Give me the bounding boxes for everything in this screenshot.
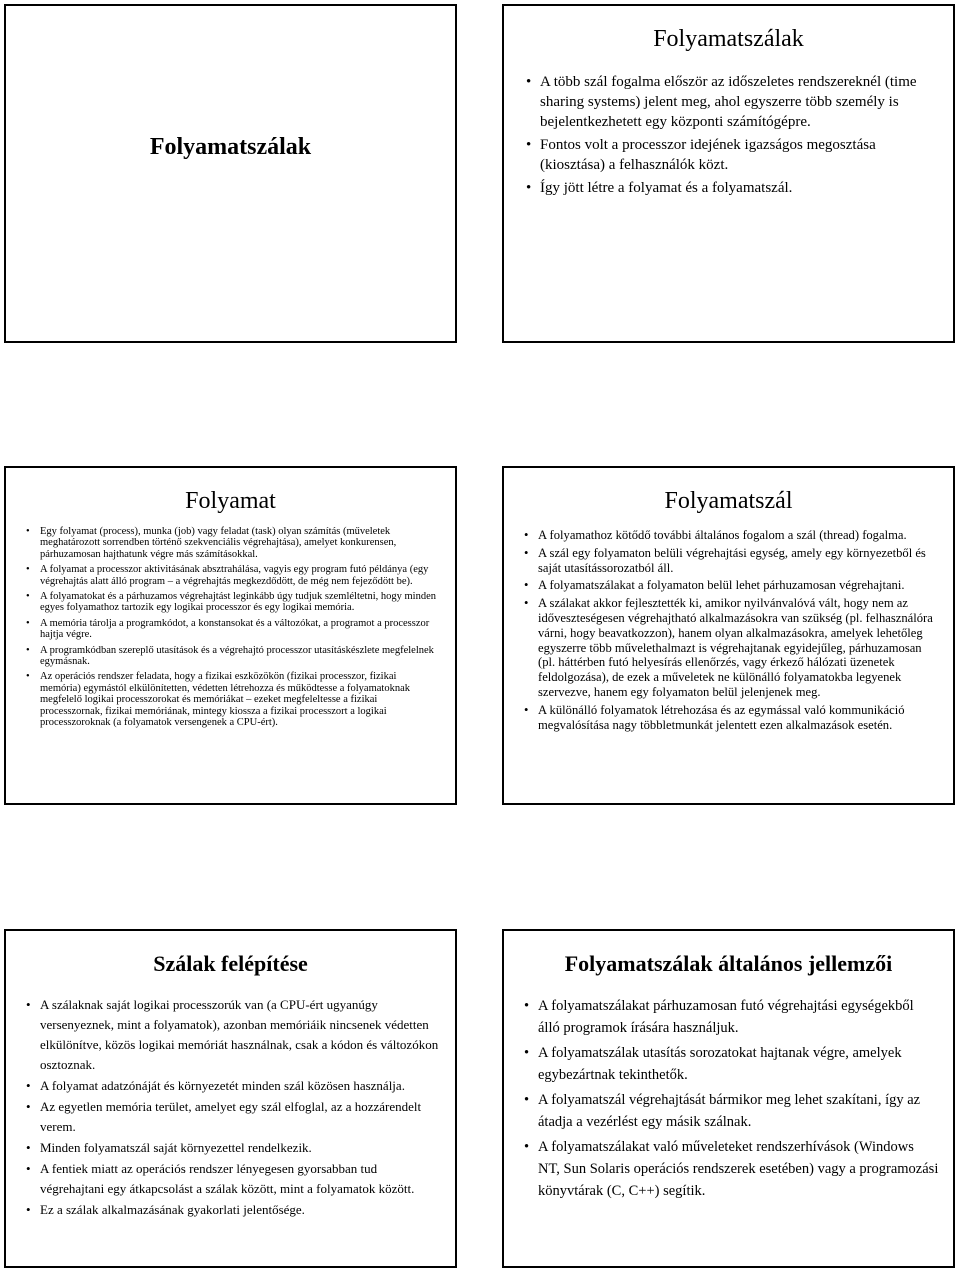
bullet-icon: • xyxy=(524,596,529,611)
bullet-icon: • xyxy=(524,1092,530,1108)
slide-2-title: Folyamatszálak xyxy=(653,26,804,52)
bullet-item xyxy=(516,528,941,543)
bullet-text: A folyamatszálakat a folyamaton belül lehet párhuzamosan végrehajtani. xyxy=(538,578,905,593)
bullet-text: A folyamatszálakat párhuzamosan futó végrehajtási egységekből álló programok írására használjuk. xyxy=(538,998,914,1036)
bullet-icon: • xyxy=(524,1045,530,1061)
slide-6-bullets xyxy=(516,995,939,1205)
bullet-icon: • xyxy=(524,578,529,593)
bullet-icon: • xyxy=(26,1202,31,1217)
bullet-text: Az operációs rendszer feladata, hogy a fizikai eszközökön (fizikai processzor, fizikai memória) egymástól elkülönítetten, védetten létrehozza és működtesse a folyamatoknak megfelelő logikai processzorokat és memóriákat – ezeket megfeleltesse a fizikai processzornak, fizikai memóriának, mintegy kiossza a fizikai processzort a logikai processzoroknak (a folyamatok versengenek a CPU-ért). xyxy=(40,671,410,729)
bullet-icon: • xyxy=(524,528,529,542)
bullet-icon: • xyxy=(524,998,530,1014)
bullet-icon: • xyxy=(26,591,30,603)
bullet-icon: • xyxy=(524,545,529,560)
bullet-text: A folyamatszál végrehajtását bármikor meg lehet szakítani, így az átadja a vezérlést egy másik szálnak. xyxy=(538,1092,921,1130)
bullet-icon: • xyxy=(524,702,529,717)
bullet-item xyxy=(516,578,941,593)
bullet-item xyxy=(18,1159,441,1199)
bullet-item xyxy=(516,1136,939,1202)
bullet-item xyxy=(18,645,439,668)
bullet-icon: • xyxy=(26,644,30,656)
bullet-icon: • xyxy=(26,1078,31,1093)
bullet-item xyxy=(18,1200,441,1220)
slide-2-bullets xyxy=(518,72,941,201)
bullet-icon: • xyxy=(26,671,30,683)
bullet-item xyxy=(18,671,439,728)
bullet-item xyxy=(518,178,941,198)
bullet-icon: • xyxy=(26,526,30,537)
slide-5 xyxy=(4,929,457,1268)
bullet-text: A szálaknak saját logikai processzorúk van (a CPU-ért ugyanúgy versenyeznek, mint a folyamatok), azonban memóriáik nincsenek védetten elkülönítve, közös logikai memóriát használnak, csak a kódon és változókon osztoznak. xyxy=(40,997,439,1072)
bullet-item xyxy=(18,526,439,560)
bullet-icon: • xyxy=(526,74,532,90)
bullet-icon: • xyxy=(526,180,532,196)
bullet-item xyxy=(18,564,439,587)
bullet-item xyxy=(18,995,441,1075)
bullet-text: A különálló folyamatok létrehozása és az egymással való kommunikáció megvalósítása nagy többletmunkát jelentett ezen alkalmazások esetén. xyxy=(538,702,905,732)
bullet-icon: • xyxy=(26,1161,31,1176)
bullet-text: A memória tárolja a programkódot, a konstansokat és a változókat, a programot a processzor hajtja végre. xyxy=(40,617,430,641)
bullet-item xyxy=(516,995,939,1039)
bullet-item xyxy=(516,703,941,733)
bullet-icon: • xyxy=(26,564,30,576)
bullet-text: A folyamat a processzor aktivitásának absztrahálása, vagyis egy program futó példánya (egy végrehajtás alatt álló program – a végrehajtás megkezdődött, de még nem fejeződött be). xyxy=(40,564,429,587)
bullet-icon: • xyxy=(26,1140,31,1155)
bullet-icon: • xyxy=(26,617,30,629)
bullet-text: Egy folyamat (process), munka (job) vagy feladat (task) olyan számítás (műveletek meghatározott sorrendben történő szekvenciális végrehajtása), amelyet konkurensen, párhuzamosan hajthatunk végre más számításokkal. xyxy=(40,526,397,560)
bullet-icon: • xyxy=(26,1099,31,1114)
slide-4-bullets xyxy=(516,528,941,735)
bullet-item xyxy=(18,1138,441,1158)
bullet-text: Fontos volt a processzor idejének igazságos megosztása (kiosztása) a felhasználók közt. xyxy=(540,137,876,173)
bullet-text: A folyamatszálakat való műveleteket rendszerhívások (Windows NT, Sun Solaris operációs rendszerek esetében) vagy a programozási könyvtárak (C, C++) segítik. xyxy=(538,1139,939,1199)
bullet-icon: • xyxy=(526,137,532,153)
bullet-item xyxy=(18,591,439,614)
bullet-item xyxy=(516,1089,939,1133)
bullet-text: A folyamathoz kötődő további általános fogalom a szál (thread) fogalma. xyxy=(538,528,907,542)
bullet-text: A folyamat adatzónáját és környezetét minden szál közösen használja. xyxy=(40,1078,405,1093)
bullet-text: Ez a szálak alkalmazásának gyakorlati jelentősége. xyxy=(40,1202,305,1217)
bullet-text: Az egyetlen memória terület, amelyet egy szál elfoglal, az a hozzárendelt verem. xyxy=(40,1099,422,1134)
slide-2 xyxy=(502,4,955,343)
slide-3 xyxy=(4,466,457,805)
bullet-item xyxy=(518,135,941,175)
slide-4-title: Folyamatszál xyxy=(664,488,793,514)
slide-1-title: Folyamatszálak xyxy=(149,134,312,160)
slide-1 xyxy=(4,4,457,343)
slide-3-bullets xyxy=(18,526,439,733)
bullet-item xyxy=(18,618,439,641)
slide-3-title: Folyamat xyxy=(185,488,276,514)
slide-6 xyxy=(502,929,955,1268)
bullet-icon: • xyxy=(26,997,31,1012)
bullet-item xyxy=(18,1097,441,1137)
bullet-text: A folyamatszálak utasítás sorozatokat hajtanak végre, amelyek egybezártnak tekinthetők. xyxy=(538,1045,902,1083)
bullet-item xyxy=(516,596,941,700)
bullet-item xyxy=(18,1076,441,1096)
bullet-item xyxy=(518,72,941,132)
bullet-text: Így jött létre a folyamat és a folyamatszál. xyxy=(540,180,793,196)
slide-6-title: Folyamatszálak általános jellemzői xyxy=(564,951,893,976)
bullet-text: A szálakat akkor fejlesztették ki, amikor nyilvánvalóvá vált, hogy nem az időveszteségesen végrehajtható alkalmazásokra van szükség (pl. felhasználóra várni, hogy beavatkozzon), hanem olyan alkalmazásokra, amelyek lehetőleg egyszerre több művelethalmazt is végrehajtanak egyidejűleg, párhuzamosan (pl. háttérben futó helyesírás ellenőrzés, vagy érkező hálózati üzenetek feldolgozása), de ezek a műveletek ne különálló folyamatokba legyenek szervezve, hanem egy folyamaton belül jelenjenek meg. xyxy=(538,596,933,699)
bullet-text: A programkódban szereplő utasítások és a végrehajtó processzor utasításkészlete megfelelnek egymásnak. xyxy=(40,644,434,668)
slide-4 xyxy=(502,466,955,805)
bullet-text: A több szál fogalma először az időszeletes rendszereknél (time sharing systems) jelent meg, ahol egyszerre több személy is bejelentkezhetett egy központi számítógépre. xyxy=(540,74,917,130)
slide-5-title: Szálak felépítése xyxy=(153,951,308,976)
bullet-text: A fentiek miatt az operációs rendszer lényegesen gyorsabban tud végrehajtani egy átkapcsolást a szálak között, mint a folyamatok között. xyxy=(40,1161,415,1196)
bullet-item xyxy=(516,546,941,576)
bullet-text: A szál egy folyamaton belüli végrehajtási egység, amely egy környezetből és saját utasítássorozatból áll. xyxy=(538,545,926,575)
bullet-icon: • xyxy=(524,1139,530,1155)
bullet-text: Minden folyamatszál saját környezettel rendelkezik. xyxy=(40,1140,312,1155)
bullet-item xyxy=(516,1042,939,1086)
bullet-text: A folyamatokat és a párhuzamos végrehajtást leginkább úgy tudjuk szemléltetni, hogy minden egyes folyamathoz tartozik egy logikai processzor és egy logikai memória. xyxy=(40,591,436,614)
slide-5-bullets xyxy=(18,995,441,1221)
